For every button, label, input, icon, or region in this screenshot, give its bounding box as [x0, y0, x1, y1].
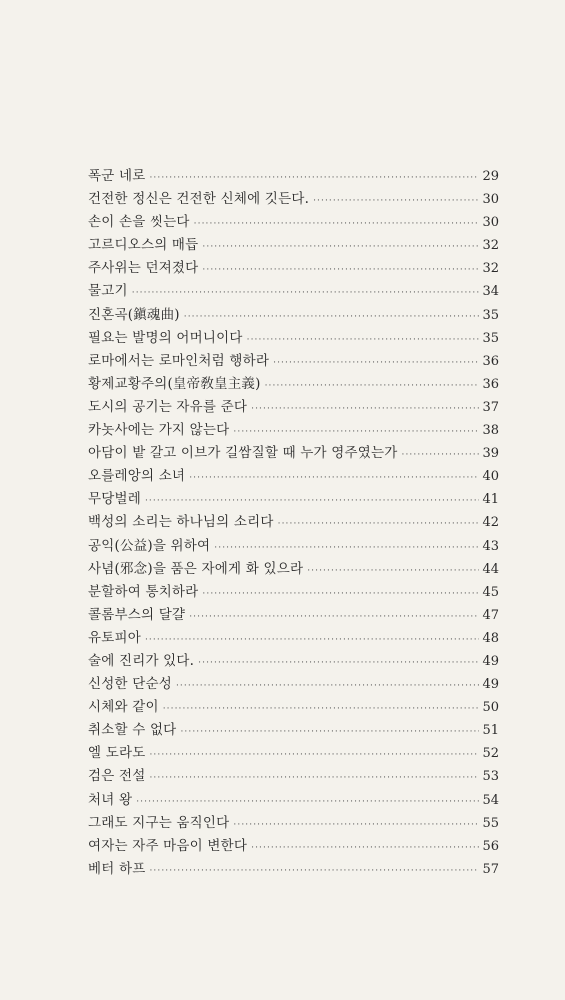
toc-entry-title: 분할하여 통치하라: [88, 583, 199, 600]
toc-entry-title: 백성의 소리는 하나님의 소리다: [88, 514, 274, 531]
toc-entry-page: 32: [482, 261, 499, 277]
toc-dot-leader: [198, 652, 479, 675]
toc-dot-leader: [233, 814, 479, 837]
toc-entry: [88, 673, 499, 696]
toc-dot-leader: [184, 306, 479, 329]
toc-entry: [88, 488, 499, 511]
toc-entry-page: 51: [482, 723, 499, 739]
toc-dot-leader: [149, 767, 479, 790]
toc-dot-leader: [278, 513, 479, 536]
toc-entry-page: 43: [482, 538, 499, 554]
toc-entry-title: 아담이 밭 갈고 이브가 길쌈질할 때 누가 영주였는가: [88, 445, 398, 462]
toc-entry: [88, 442, 499, 465]
toc-entry: [88, 742, 499, 765]
toc-entry: [88, 211, 499, 234]
toc-dot-leader: [136, 791, 479, 814]
toc-entry-title: 무당벌레: [88, 491, 141, 508]
toc-dot-leader: [163, 698, 479, 721]
toc-entry-title: 필요는 발명의 어머니이다: [88, 329, 243, 346]
toc-dot-leader: [202, 236, 479, 259]
toc-entry-page: 40: [482, 469, 499, 485]
toc-dot-leader: [251, 837, 479, 860]
toc-entry: [88, 789, 499, 812]
toc-entry: [88, 165, 499, 188]
toc-entry: [88, 535, 499, 558]
toc-entry-title: 검은 전설: [88, 768, 146, 785]
toc-entry-title: 고르디오스의 매듭: [88, 237, 199, 254]
toc-entry-page: 30: [482, 215, 499, 231]
toc-entry: [88, 812, 499, 835]
toc-dot-leader: [189, 606, 479, 629]
toc-entry-page: 32: [482, 238, 499, 254]
toc-entry: [88, 419, 499, 442]
toc-entry-page: 30: [482, 192, 499, 208]
toc-entry-title: 폭군 네로: [88, 168, 146, 184]
toc-entry: [88, 234, 499, 257]
toc-entry-page: 35: [482, 330, 499, 346]
toc-entry-title: 여자는 자주 마음이 변한다: [88, 837, 248, 854]
toc-entry: [88, 558, 499, 581]
toc-entry-page: 53: [482, 769, 499, 785]
toc-entry-title: 유토피아: [88, 629, 141, 646]
toc-entry-title: 콜롬부스의 달걀: [88, 606, 186, 623]
toc-entry-title: 물고기: [88, 283, 128, 300]
toc-entry-title: 손이 손을 씻는다: [88, 214, 190, 231]
toc-entry: [88, 650, 499, 673]
toc-entry: [88, 327, 499, 350]
toc-entry-title: 건전한 정신은 건전한 신체에 깃든다.: [88, 191, 310, 208]
toc-entry-title: 신성한 단순성: [88, 676, 172, 693]
toc-entry-title: 진혼곡(鎭魂曲): [88, 306, 180, 323]
toc-entry-page: 35: [482, 307, 499, 323]
toc-entry-page: 38: [482, 423, 499, 439]
toc-entry: [88, 350, 499, 373]
toc-dot-leader: [176, 675, 479, 698]
toc-entry-title: 황제교황주의(皇帝敎皇主義): [88, 375, 261, 392]
toc-entry-title: 공익(公益)을 위하여: [88, 537, 211, 554]
toc-dot-leader: [149, 860, 479, 883]
toc-dot-leader: [189, 467, 479, 490]
toc-entry-title: 카놋사에는 가지 않는다: [88, 422, 230, 439]
toc-entry-page: 54: [482, 792, 499, 808]
toc-entry-page: 39: [482, 446, 499, 462]
toc-dot-leader: [149, 744, 479, 767]
toc-entry-title: 처녀 왕: [88, 791, 133, 808]
toc-entry: [88, 835, 499, 858]
toc-entry-page: 36: [482, 353, 499, 369]
toc-entry-title: 사념(邪念)을 품은 자에게 화 있으라: [88, 560, 304, 577]
toc-dot-leader: [132, 282, 479, 305]
toc-entry-page: 36: [482, 376, 499, 392]
toc-dot-leader: [307, 560, 479, 583]
toc-entry-page: 50: [482, 700, 499, 716]
toc-dot-leader: [214, 537, 479, 560]
toc-dot-leader: [202, 583, 479, 606]
toc-entry: [88, 465, 499, 488]
toc-dot-leader: [273, 352, 479, 375]
toc-entry-page: 45: [482, 584, 499, 600]
toc-dot-leader: [149, 167, 479, 190]
toc-entry: [88, 696, 499, 719]
toc-entry-title: 주사위는 던져졌다: [88, 260, 199, 277]
toc-entry-page: 34: [482, 284, 499, 300]
toc-entry: [88, 858, 499, 881]
toc-entry: [88, 304, 499, 327]
toc-entry-title: 그래도 지구는 움직인다: [88, 814, 230, 831]
toc-entry-page: 52: [482, 746, 499, 762]
toc-entry: [88, 719, 499, 742]
toc-dot-leader: [402, 444, 480, 467]
toc-entry-title: 로마에서는 로마인처럼 행하라: [88, 352, 270, 369]
toc-dot-leader: [247, 329, 479, 352]
toc-dot-leader: [145, 629, 479, 652]
toc-entry-page: 42: [482, 515, 499, 531]
toc-entry-title: 시체와 같이: [88, 699, 159, 716]
toc-entry-page: 47: [482, 607, 499, 623]
toc-dot-leader: [313, 190, 479, 213]
toc-dot-leader: [145, 490, 479, 513]
toc-entry: [88, 188, 499, 211]
toc-entry-page: 37: [482, 399, 499, 415]
toc-dot-leader: [265, 375, 479, 398]
toc-entry-title: 엘 도라도: [88, 745, 146, 762]
toc-dot-leader: [202, 259, 479, 282]
toc-entry: [88, 257, 499, 280]
toc-entry-page: 56: [482, 838, 499, 854]
toc-dot-leader: [194, 213, 479, 236]
toc-entry: [88, 765, 499, 788]
toc-entry-title: 도시의 공기는 자유를 준다: [88, 398, 248, 415]
toc-entry-title: 오를레앙의 소녀: [88, 468, 186, 485]
toc-entry: [88, 581, 499, 604]
toc-entry: [88, 627, 499, 650]
toc-entry-page: 41: [482, 492, 499, 508]
toc-dot-leader: [251, 398, 479, 421]
toc-entry: [88, 373, 499, 396]
toc-entry: [88, 604, 499, 627]
toc-entry-page: 29: [482, 169, 499, 184]
toc-entry-page: 49: [482, 677, 499, 693]
toc-entry-page: 44: [482, 561, 499, 577]
toc-entry-title: 베터 하프: [88, 860, 146, 877]
toc-entry-title: 술에 진리가 있다.: [88, 652, 195, 669]
toc-dot-leader: [233, 421, 479, 444]
toc-entry: [88, 280, 499, 303]
toc-dot-leader: [180, 721, 479, 744]
toc-entry-page: 48: [482, 630, 499, 646]
toc-entry-page: 57: [482, 861, 499, 877]
toc-entry-title: 취소할 수 없다: [88, 722, 177, 739]
toc-entry: [88, 396, 499, 419]
toc-entry-page: 55: [482, 815, 499, 831]
table-of-contents: [88, 165, 499, 881]
toc-entry-page: 49: [482, 653, 499, 669]
toc-entry: [88, 511, 499, 534]
